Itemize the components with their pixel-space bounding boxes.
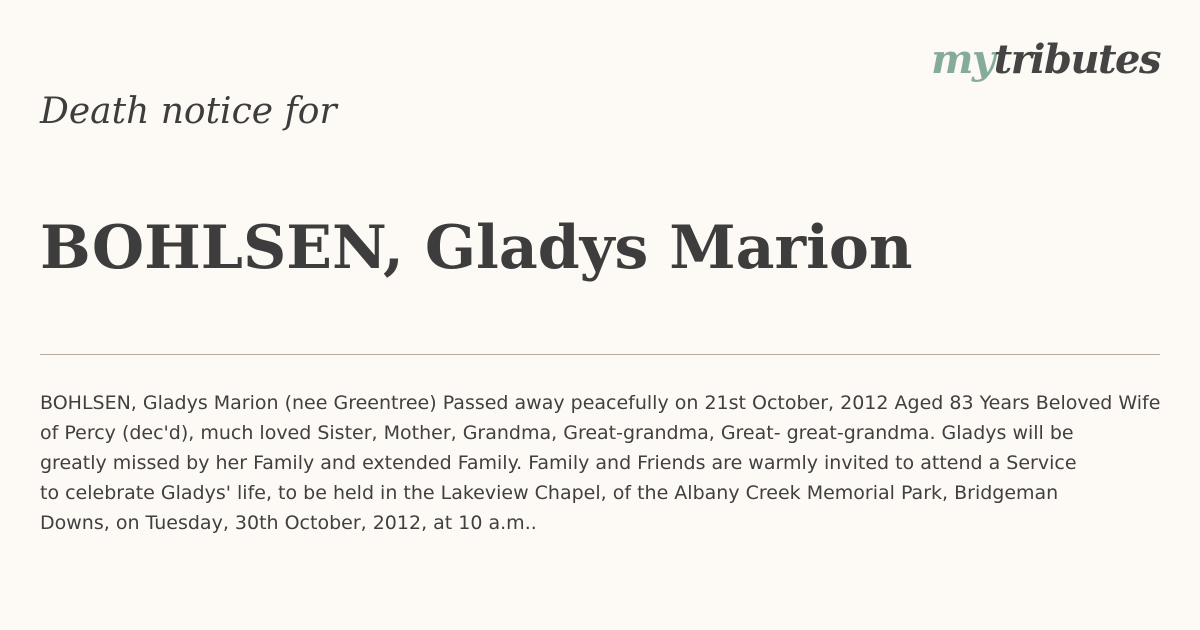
notice-kicker: Death notice for (40, 91, 337, 132)
deceased-name: BOHLSEN, Gladys Marion (40, 213, 913, 283)
mytributes-logo[interactable] (931, 34, 1160, 86)
divider (40, 354, 1160, 355)
logo-my: my (931, 36, 994, 83)
logo-tributes: tributes (993, 36, 1160, 83)
notice-body: BOHLSEN, Gladys Marion (nee Greentree) Passed away peacefully on 21st October, 2012 Aged 83 Years Beloved Wife of Percy (dec'd), much loved Sister, Mother, Grandma, Great-grandma, Great- great-grandma. Gladys will be greatly missed by her Family and extended Family. Family and Friends are warmly invited to attend a Service to celebrate Gladys' life, to be held in the Lakeview Chapel, of the Albany Creek Memorial Park, Bridgeman Downs, on Tuesday, 30th October, 2012, at 10 a.m.. (40, 392, 1161, 534)
